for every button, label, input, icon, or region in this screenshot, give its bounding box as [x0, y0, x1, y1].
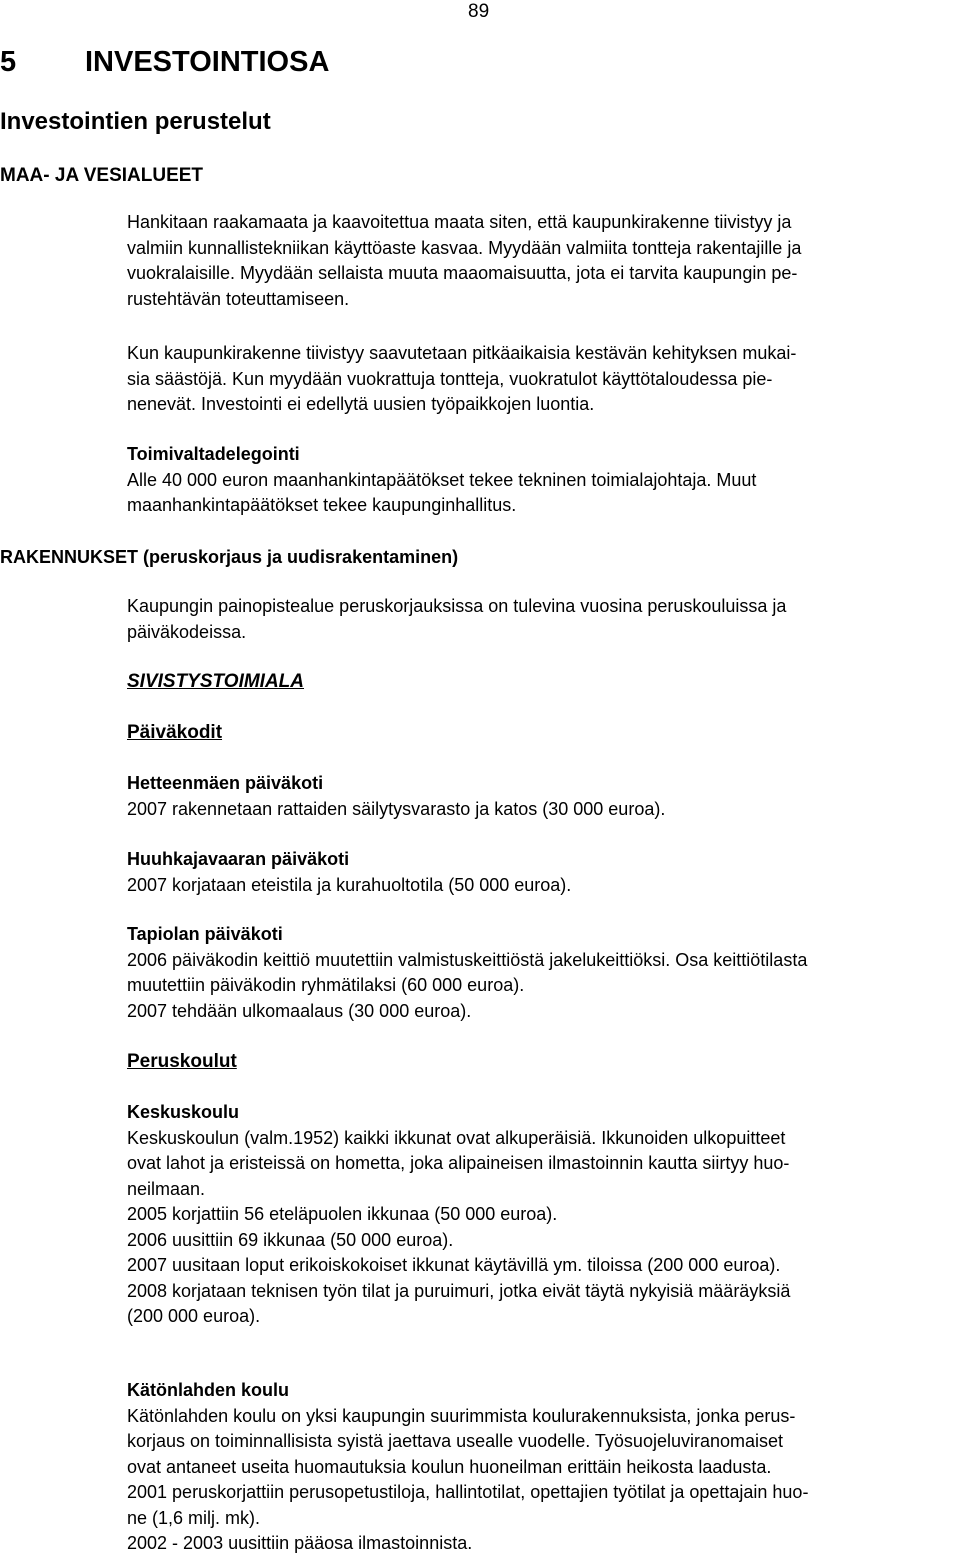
text-line: Alle 40 000 euron maanhankintapäätökset tekee tekninen toimialajohtaja. Muut	[127, 469, 757, 490]
daycare-name: Huuhkajavaaran päiväkoti	[127, 849, 350, 869]
daycare-huuhkajavaara	[127, 847, 957, 898]
text-line: Hankitaan raakamaata ja kaavoitettua maata siten, että kaupunkirakenne tiivistyy ja	[127, 212, 792, 232]
section-title: Investointien perustelut	[0, 108, 271, 135]
text-line: ovat antaneet useita huomautuksia koulun huoneilman erittäin heikosta laadusta.	[127, 1456, 772, 1477]
delegation-block	[127, 442, 957, 519]
text-line: Keskuskoulun (valm.1952) kaikki ikkunat ovat alkuperäisiä. Ikkunoiden ulkopuitteet	[127, 1127, 786, 1148]
text-line: 2001 peruskorjattiin perusopetustiloja, hallintotilat, opettajien työtilat ja opettajain huo-	[127, 1482, 809, 1502]
delegation-title: Toimivaltadelegointi	[127, 444, 300, 464]
text-line: maanhankintapäätökset tekee kaupunginhallitus.	[127, 495, 517, 515]
daycare-hetteenmaki	[127, 771, 957, 822]
text-line: 2002 - 2003 uusittiin pääosa ilmastoinnista.	[127, 1533, 473, 1553]
text-line: nenevät. Investointi ei edellytä uusien työpaikkojen luontia.	[127, 394, 595, 414]
land-paragraph-1	[127, 210, 957, 312]
text-line: neilmaan.	[127, 1178, 206, 1199]
text-line: rustehtävän toteuttamiseen.	[127, 288, 350, 309]
buildings-intro	[127, 594, 957, 645]
school-katonlahti	[127, 1378, 957, 1557]
text-line: sia säästöjä. Kun myydään vuokrattuja tontteja, vuokratulot käyttötaloudessa pie-	[127, 368, 773, 389]
text-line: 2007 korjataan eteistila ja kurahuoltotila (50 000 euroa).	[127, 874, 572, 895]
land-heading: MAA- JA VESIALUEET	[0, 165, 204, 186]
text-line: 2008 korjataan teknisen työn tilat ja puruimuri, jotka eivät täytä nykyisiä määräyksiä	[127, 1280, 791, 1301]
text-line: 2007 uusitaan loput erikoiskokoiset ikkunat käytävillä ym. tiloissa (200 000 euroa).	[127, 1255, 781, 1275]
text-line: ovat lahot ja eristeissä on hometta, joka alipaineisen ilmastoinnin kautta siirtyy huo-	[127, 1153, 790, 1173]
text-line: 2006 uusittiin 69 ikkunaa (50 000 euroa).	[127, 1229, 454, 1250]
page-number: 89	[468, 1, 490, 22]
chapter-number: 5	[0, 46, 17, 78]
text-line: (200 000 euroa).	[127, 1306, 261, 1326]
school-name: Kätönlahden koulu	[127, 1380, 289, 1400]
text-line: muutettiin päiväkodin ryhmätilaksi (60 000 euroa).	[127, 975, 525, 995]
school-name: Keskuskoulu	[127, 1102, 240, 1122]
text-line: korjaus on toiminnallisista syistä jaettava usealle vuodelle. Työsuojeluviranomaiset	[127, 1431, 784, 1451]
chapter-title: INVESTOINTIOSA	[85, 46, 330, 78]
school-keskuskoulu	[127, 1100, 957, 1330]
text-line: 2007 rakennetaan rattaiden säilytysvarasto ja katos (30 000 euroa).	[127, 798, 666, 819]
text-line: 2007 tehdään ulkomaalaus (30 000 euroa).	[127, 1000, 472, 1021]
text-line: valmiin kunnallistekniikan käyttöaste kasvaa. Myydään valmiita tontteja rakentajille ja	[127, 237, 802, 258]
text-line: ne (1,6 milj. mk).	[127, 1507, 261, 1528]
daycare-heading: Päiväkodit	[127, 722, 223, 743]
daycare-name: Tapiolan päiväkoti	[127, 924, 283, 944]
chapter-heading	[0, 44, 329, 80]
daycare-tapiola	[127, 922, 957, 1024]
daycare-name: Hetteenmäen päiväkoti	[127, 773, 324, 793]
land-paragraph-2	[127, 341, 957, 418]
text-line: 2005 korjattiin 56 eteläpuolen ikkunaa (50 000 euroa).	[127, 1204, 558, 1224]
text-line: Kätönlahden koulu on yksi kaupungin suurimmista koulurakennuksista, jonka perus-	[127, 1405, 796, 1426]
text-line: 2006 päiväkodin keittiö muutettiin valmistuskeittiöstä jakelukeittiöksi. Osa keittiötilasta	[127, 949, 808, 970]
text-line: vuokralaisille. Myydään sellaista muuta maaomaisuutta, jota ei tarvita kaupungin pe-	[127, 263, 798, 283]
schools-heading: Peruskoulut	[127, 1051, 237, 1072]
text-line: Kun kaupunkirakenne tiivistyy saavutetaan pitkäaikaisia kestävän kehityksen mukai-	[127, 343, 797, 363]
text-line: Kaupungin painopistealue peruskorjauksissa on tulevina vuosina peruskouluissa ja	[127, 596, 787, 616]
buildings-heading: RAKENNUKSET (peruskorjaus ja uudisrakentaminen)	[0, 547, 459, 567]
division-heading: SIVISTYSTOIMIALA	[127, 671, 305, 692]
text-line: päiväkodeissa.	[127, 621, 247, 642]
